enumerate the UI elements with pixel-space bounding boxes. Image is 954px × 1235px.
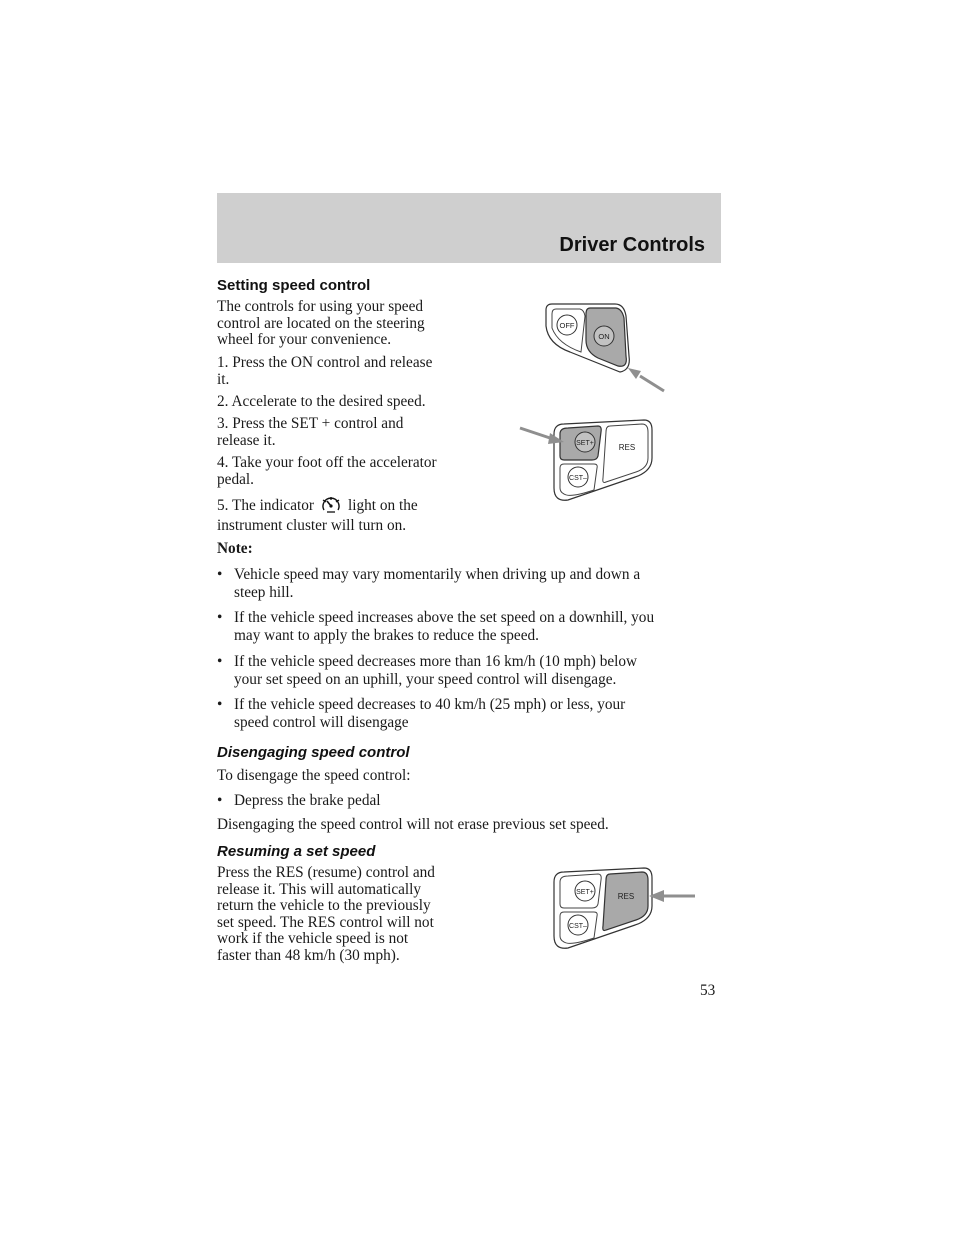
- bullet-line: If the vehicle speed decreases to 40 km/h (25 mph) or less, your: [234, 696, 626, 713]
- bullet-line: If the vehicle speed decreases more than 16 km/h (10 mph) below: [234, 653, 638, 670]
- step-line: 3. Press the SET + control and: [217, 415, 404, 432]
- note-bullet: [217, 566, 717, 601]
- off-label: OFF: [559, 321, 575, 330]
- step-line: pedal.: [217, 470, 254, 488]
- pointer-arrow-line: [520, 428, 550, 438]
- page-title: Driver Controls: [559, 234, 705, 256]
- body-line: Press the RES (resume) control and: [217, 864, 435, 881]
- bullet-dot: •: [217, 566, 223, 583]
- disengaging-note: Disengaging the speed control will not erase previous set speed.: [217, 816, 609, 833]
- set-label: SET+: [576, 889, 594, 896]
- cst-label: CST–: [569, 475, 587, 482]
- res-label: RES: [617, 892, 635, 901]
- disengaging-intro: To disengage the speed control:: [217, 767, 411, 784]
- cst-label: CST–: [569, 923, 587, 930]
- body-line: return the vehicle to the previously: [217, 897, 431, 915]
- bullet-dot: •: [217, 696, 223, 713]
- section-heading-disengaging: Disengaging speed control: [217, 744, 410, 761]
- step-line: instrument cluster will turn on.: [217, 517, 407, 534]
- pointer-arrow-head: [628, 368, 641, 379]
- pointer-arrow-line: [640, 376, 664, 391]
- intro-line: control are located on the steering: [217, 314, 425, 332]
- set-label: SET+: [576, 440, 594, 447]
- body-line: release it. This will automatically: [217, 880, 422, 898]
- res-label: RES: [618, 443, 636, 452]
- on-label: ON: [598, 332, 610, 341]
- bullet-dot: •: [217, 609, 223, 626]
- step-4: [217, 455, 437, 488]
- bullet-line: your set speed on an uphill, your speed control will disengage.: [234, 670, 617, 688]
- bullet-line: speed control will disengage: [234, 713, 409, 731]
- step-line: 4. Take your foot off the accelerator: [217, 454, 437, 471]
- intro-line: wheel for your convenience.: [217, 331, 392, 349]
- step-line: it.: [217, 370, 230, 388]
- setting-intro: [217, 299, 425, 349]
- step-1: [217, 355, 432, 388]
- step-line: 2. Accelerate to the desired speed.: [217, 393, 426, 410]
- section-heading-resuming: Resuming a set speed: [217, 843, 376, 860]
- header-band: [217, 193, 721, 263]
- step-line: release it.: [217, 431, 276, 449]
- note-bullet: [217, 696, 717, 731]
- body-line: faster than 48 km/h (30 mph).: [217, 946, 400, 964]
- bullet-dot: •: [217, 792, 223, 809]
- page-number: 53: [700, 982, 716, 999]
- intro-line: The controls for using your speed: [217, 298, 424, 315]
- bullet-line: If the vehicle speed increases above the set speed on a downhill, you: [234, 609, 655, 626]
- bullet-line: Depress the brake pedal: [234, 792, 381, 809]
- res-control-diagram: [548, 866, 698, 952]
- on-off-control-diagram: [540, 300, 670, 400]
- bullet-line: Vehicle speed may vary momentarily when driving up and down a: [234, 566, 641, 583]
- bullet-line: steep hill.: [234, 583, 294, 601]
- step-2: [217, 394, 426, 411]
- section-heading-setting: Setting speed control: [217, 277, 371, 294]
- step-line: [217, 495, 418, 516]
- body-line: set speed. The RES control will not: [217, 913, 434, 931]
- bullet-line: may want to apply the brakes to reduce the speed.: [234, 626, 539, 644]
- step-5: [217, 495, 418, 536]
- step-line: 1. Press the ON control and release: [217, 354, 433, 371]
- resuming-body: [217, 865, 435, 965]
- note-bullet: [217, 653, 717, 688]
- note-bullet: [217, 609, 717, 644]
- step5-text: 5. The indicator: [217, 497, 314, 514]
- set-res-control-diagram: [518, 418, 658, 502]
- note-label: Note:: [217, 540, 253, 557]
- step-3: [217, 416, 403, 449]
- bullet-dot: •: [217, 653, 223, 670]
- body-line: work if the vehicle speed is not: [217, 930, 409, 948]
- disengaging-bullet: [217, 792, 717, 810]
- speed-control-indicator-icon: [320, 495, 342, 515]
- step5-text: light on the: [348, 497, 418, 514]
